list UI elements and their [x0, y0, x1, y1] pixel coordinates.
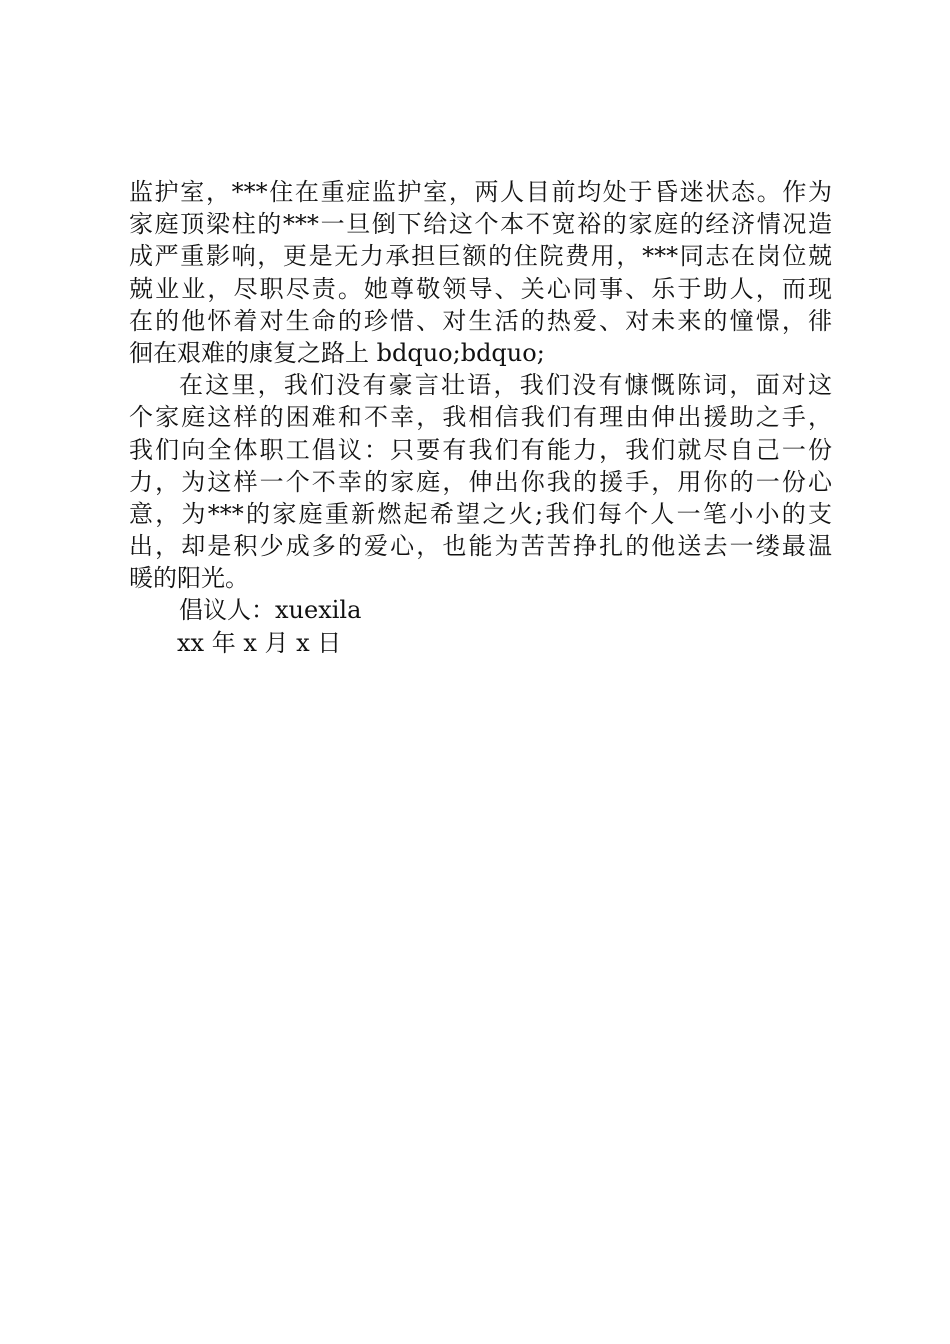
paragraph-line: 徊在艰难的康复之路上 bdquo;bdquo; — [129, 338, 545, 367]
paragraph-line: 在这里，我们没有豪言壮语，我们没有慷慨陈词，面对这 — [179, 371, 832, 400]
signature: 倡议人：xuexila — [179, 596, 362, 625]
paragraph-line: 家庭顶梁柱的***一旦倒下给这个本不宽裕的家庭的经济情况造 — [129, 210, 832, 239]
paragraph-line: 出，却是积少成多的爱心，也能为苦苦挣扎的他送去一缕最温 — [129, 532, 832, 561]
paragraph-line: 兢业业，尽职尽责。她尊敬领导、关心同事、乐于助人，而现 — [129, 274, 832, 303]
paragraph-line: 成严重影响，更是无力承担巨额的住院费用，***同志在岗位兢 — [129, 242, 832, 271]
paragraph-line: 监护室，***住在重症监护室，两人目前均处于昏迷状态。作为 — [129, 178, 832, 206]
paragraph-line: 力，为这样一个不幸的家庭，伸出你我的援手，用你的一份心 — [129, 467, 832, 496]
paragraph-line: 意，为***的家庭重新燃起希望之火;我们每个人一笔小小的支 — [129, 499, 832, 528]
date: xx 年 x 月 x 日 — [177, 628, 342, 657]
paragraph-line: 在的他怀着对生命的珍惜、对生活的热爱、对未来的憧憬，徘 — [129, 306, 832, 335]
paragraph-line: 个家庭这样的困难和不幸，我相信我们有理由伸出援助之手， — [129, 403, 832, 432]
paragraph-line: 暖的阳光。 — [129, 564, 249, 593]
document-body — [129, 176, 832, 659]
paragraph-line: 我们向全体职工倡议：只要有我们有能力，我们就尽自己一份 — [129, 435, 832, 464]
